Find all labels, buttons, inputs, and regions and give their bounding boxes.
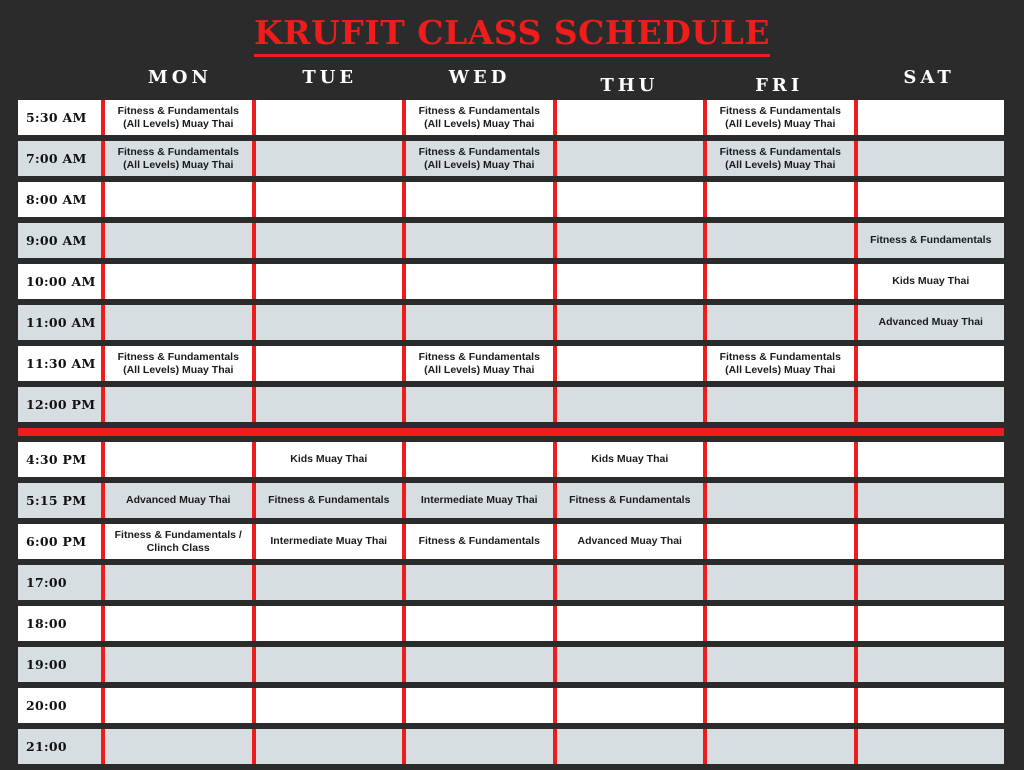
table-row [18,524,1004,559]
day-header-fri: FRI [755,75,804,96]
class-name-line: Fitness & Fundamentals [418,146,540,158]
row-cells [101,483,1004,518]
time-label: 12:00 PM [18,387,101,422]
class-name-line: (All Levels) Muay Thai [123,158,234,171]
class-slot-thu[interactable] [553,524,704,559]
class-name-line: Kids Muay Thai [591,453,669,466]
empty-slot-tue [252,387,403,422]
row-cells [101,729,1004,764]
empty-slot-thu [553,565,704,600]
morning-section [18,100,1004,422]
empty-slot-thu [553,100,704,135]
row-cells [101,141,1004,176]
empty-slot-mon [101,387,252,422]
row-cells [101,223,1004,258]
time-label: 8:00 AM [18,182,101,217]
class-slot-sat[interactable] [854,223,1005,258]
empty-slot-tue [252,647,403,682]
class-name [419,535,540,548]
empty-slot-mon [101,688,252,723]
time-label: 6:00 PM [18,524,101,559]
empty-slot-wed [402,606,553,641]
class-name-line: Fitness & Fundamentals [418,535,540,548]
class-name [591,453,668,466]
class-name-line: (All Levels) Muay Thai [424,363,535,376]
class-slot-mon[interactable] [101,141,252,176]
midday-divider [18,428,1004,436]
class-name-line: (All Levels) Muay Thai [725,363,836,376]
class-slot-sat[interactable] [854,264,1005,299]
empty-slot-mon [101,182,252,217]
row-cells [101,524,1004,559]
class-slot-fri[interactable] [703,141,854,176]
time-label: 9:00 AM [18,223,101,258]
empty-slot-sat [854,483,1005,518]
empty-slot-tue [252,182,403,217]
class-slot-fri[interactable] [703,346,854,381]
class-slot-wed[interactable] [402,141,553,176]
class-slot-mon[interactable] [101,100,252,135]
class-slot-fri[interactable] [703,100,854,135]
class-slot-thu[interactable] [553,442,704,477]
title-container [0,13,1024,57]
class-name-line: Advanced Muay Thai [577,535,682,548]
empty-slot-sat [854,647,1005,682]
class-name-line: Fitness & Fundamentals [117,146,239,158]
class-slot-tue[interactable] [252,483,403,518]
time-label: 5:30 AM [18,100,101,135]
empty-slot-tue [252,141,403,176]
empty-slot-mon [101,647,252,682]
class-name-line: (All Levels) Muay Thai [424,158,535,171]
class-slot-thu[interactable] [553,483,704,518]
table-row [18,442,1004,477]
day-header-row [18,66,1004,98]
class-name-line: Intermediate Muay Thai [270,535,388,548]
empty-slot-sat [854,182,1005,217]
time-label: 10:00 AM [18,264,101,299]
empty-slot-sat [854,346,1005,381]
class-slot-sat[interactable] [854,305,1005,340]
class-name [421,494,538,507]
table-row [18,483,1004,518]
class-name [720,351,841,376]
empty-slot-thu [553,387,704,422]
table-row [18,100,1004,135]
empty-slot-fri [703,565,854,600]
empty-slot-tue [252,688,403,723]
class-name [115,529,242,554]
empty-slot-mon [101,305,252,340]
class-slot-mon[interactable] [101,346,252,381]
afternoon-section [18,442,1004,764]
class-name [720,105,841,130]
empty-slot-wed [402,305,553,340]
row-cells [101,647,1004,682]
empty-slot-thu [553,729,704,764]
table-row [18,606,1004,641]
time-label: 21:00 [18,729,101,764]
empty-slot-thu [553,223,704,258]
empty-slot-thu [553,606,704,641]
class-name-line: Fitness & Fundamentals [719,146,841,158]
class-name [569,494,690,507]
class-name-line: Fitness & Fundamentals [117,105,239,117]
empty-slot-sat [854,729,1005,764]
empty-slot-wed [402,442,553,477]
empty-slot-wed [402,223,553,258]
class-slot-tue[interactable] [252,524,403,559]
class-name-line: Kids Muay Thai [892,275,970,288]
class-slot-wed[interactable] [402,346,553,381]
time-label: 19:00 [18,647,101,682]
class-name-line: Fitness & Fundamentals [418,105,540,117]
empty-slot-wed [402,647,553,682]
time-label: 20:00 [18,688,101,723]
class-name-line: (All Levels) Muay Thai [725,117,836,130]
table-row [18,141,1004,176]
empty-slot-sat [854,100,1005,135]
time-label: 18:00 [18,606,101,641]
empty-slot-fri [703,688,854,723]
empty-slot-sat [854,387,1005,422]
empty-slot-fri [703,483,854,518]
empty-slot-mon [101,223,252,258]
empty-slot-wed [402,387,553,422]
table-row [18,182,1004,217]
schedule-grid [18,100,1004,770]
class-name [118,146,239,171]
empty-slot-wed [402,729,553,764]
table-row [18,223,1004,258]
empty-slot-fri [703,223,854,258]
class-name [892,275,969,288]
empty-slot-sat [854,688,1005,723]
empty-slot-sat [854,565,1005,600]
day-header-thu: THU [600,75,659,96]
empty-slot-mon [101,606,252,641]
row-cells [101,688,1004,723]
empty-slot-wed [402,264,553,299]
table-row [18,264,1004,299]
empty-slot-mon [101,729,252,764]
day-header-sat: SAT [903,67,955,88]
empty-slot-fri [703,442,854,477]
empty-slot-wed [402,182,553,217]
class-name-line: Fitness & Fundamentals [117,351,239,363]
empty-slot-fri [703,305,854,340]
row-cells [101,606,1004,641]
empty-slot-tue [252,100,403,135]
class-name-line: Clinch Class [146,541,210,554]
class-name [270,535,387,548]
class-name [419,105,540,130]
class-slot-mon[interactable] [101,524,252,559]
empty-slot-sat [854,524,1005,559]
empty-slot-thu [553,141,704,176]
empty-slot-fri [703,524,854,559]
table-row [18,387,1004,422]
class-slot-wed[interactable] [402,483,553,518]
class-name [268,494,389,507]
class-name-line: Advanced Muay Thai [126,494,231,507]
empty-slot-thu [553,182,704,217]
class-name [578,535,682,548]
empty-slot-tue [252,729,403,764]
empty-slot-tue [252,223,403,258]
empty-slot-sat [854,442,1005,477]
class-name-line: Kids Muay Thai [290,453,368,466]
row-cells [101,387,1004,422]
empty-slot-wed [402,565,553,600]
class-name [419,146,540,171]
day-header-mon: MON [147,67,212,88]
empty-slot-thu [553,305,704,340]
class-name [720,146,841,171]
empty-slot-tue [252,305,403,340]
class-name-line: Fitness & Fundamentals [569,494,691,507]
time-label: 4:30 PM [18,442,101,477]
row-cells [101,565,1004,600]
empty-slot-tue [252,606,403,641]
empty-slot-mon [101,264,252,299]
empty-slot-sat [854,141,1005,176]
empty-slot-fri [703,264,854,299]
class-name-line: (All Levels) Muay Thai [123,117,234,130]
class-name-line: Fitness & Fundamentals [719,105,841,117]
table-row [18,729,1004,764]
page-title: KRUFIT CLASS SCHEDULE [254,16,770,57]
class-name-line: Fitness & Fundamentals / [114,529,242,541]
class-name [118,351,239,376]
empty-slot-fri [703,729,854,764]
class-name-line: Fitness & Fundamentals [719,351,841,363]
class-slot-wed[interactable] [402,524,553,559]
empty-slot-sat [854,606,1005,641]
table-row [18,305,1004,340]
time-label: 11:30 AM [18,346,101,381]
day-header-tue: TUE [302,67,358,88]
class-name [126,494,230,507]
class-name-line: Advanced Muay Thai [878,316,983,329]
time-label: 5:15 PM [18,483,101,518]
empty-slot-fri [703,387,854,422]
day-header-spacer [18,66,105,98]
class-name-line: (All Levels) Muay Thai [725,158,836,171]
empty-slot-thu [553,647,704,682]
empty-slot-thu [553,264,704,299]
empty-slot-wed [402,688,553,723]
row-cells [101,346,1004,381]
time-label: 17:00 [18,565,101,600]
class-name [118,105,239,130]
class-slot-tue[interactable] [252,442,403,477]
empty-slot-fri [703,606,854,641]
empty-slot-thu [553,688,704,723]
empty-slot-mon [101,442,252,477]
class-name [290,453,367,466]
table-row [18,647,1004,682]
empty-slot-fri [703,647,854,682]
empty-slot-fri [703,182,854,217]
row-cells [101,182,1004,217]
row-cells [101,442,1004,477]
class-name [870,234,991,247]
table-row [18,688,1004,723]
class-name-line: Intermediate Muay Thai [420,494,538,507]
time-label: 11:00 AM [18,305,101,340]
class-name-line: (All Levels) Muay Thai [424,117,535,130]
class-slot-mon[interactable] [101,483,252,518]
empty-slot-tue [252,264,403,299]
table-row [18,346,1004,381]
empty-slot-tue [252,565,403,600]
table-row [18,565,1004,600]
class-name-line: (All Levels) Muay Thai [123,363,234,376]
class-name-line: Fitness & Fundamentals [870,234,992,247]
empty-slot-tue [252,346,403,381]
class-name-line: Fitness & Fundamentals [268,494,390,507]
row-cells [101,305,1004,340]
class-slot-wed[interactable] [402,100,553,135]
empty-slot-mon [101,565,252,600]
row-cells [101,100,1004,135]
class-name [879,316,983,329]
class-name [419,351,540,376]
time-label: 7:00 AM [18,141,101,176]
day-header-wed: WED [448,67,511,88]
row-cells [101,264,1004,299]
class-name-line: Fitness & Fundamentals [418,351,540,363]
empty-slot-thu [553,346,704,381]
